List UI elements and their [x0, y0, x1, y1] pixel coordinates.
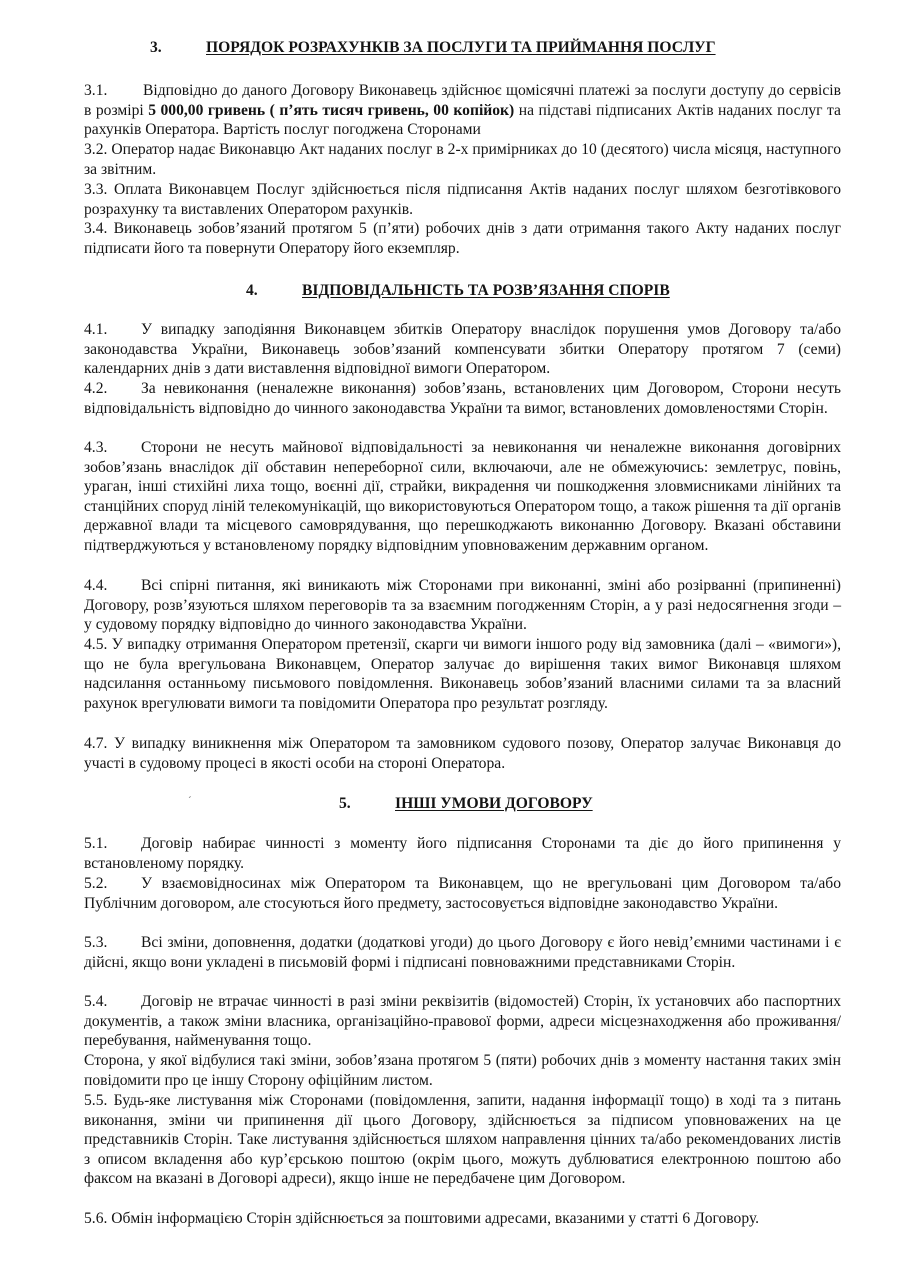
clause-3-1	[84, 81, 841, 140]
section-4-number: 4.	[246, 282, 258, 299]
clause-text: Всі спірні питання, які виникають між Сторонами при виконанні, зміні або розірванні (припиненні) Договору, розв’язуються шляхом переговорів та за взаємним погодженням Сторін, а у разі недосягнення згоди – у судовому порядку відповідно до чинного законодавства України.	[84, 577, 841, 634]
payment-amount: 5 000,00 гривень ( п’ять тисяч гривень, 00 копійок)	[148, 101, 515, 119]
clause-number: 4.3.	[84, 439, 108, 456]
clause-4-7: 4.7. У випадку виникнення між Оператором та замовником судового позову, Оператор залучає Виконавця до участі в судовому процесі в якості особи на стороні Оператора.	[84, 735, 841, 772]
clause-text: Договір не втрачає чинності в разі зміни реквізитів (відомостей) Сторін, їх установчих або паспортних документів, а також зміни власника, організаційно-правової форми, адреси місцезнаходження або проживання/перебування, найменування тощо.	[84, 993, 841, 1050]
clause-5-1	[84, 834, 841, 873]
section-5-title: ІНШІ УМОВИ ДОГОВОРУ	[395, 795, 593, 812]
clause-text: У випадку заподіяння Виконавцем збитків Оператору внаслідок порушення умов Договору та/або законодавства України, Виконавець зобов’язаний компенсувати збитки Оператору протягом 7 (семи) календарних днів з дати виставлення відповідної вимоги Оператором.	[84, 321, 841, 378]
clause-text-cont: на підставі підписаних Актів наданих послуг та рахунків Оператора. Вартість послуг погоджена Сторонами	[84, 101, 841, 139]
section-3-title: ПОРЯДОК РОЗРАХУНКІВ ЗА ПОСЛУГИ ТА ПРИЙМАННЯ ПОСЛУГ	[206, 39, 716, 56]
section-3-number: 3.	[150, 39, 162, 56]
clause-5-5: 5.5. Будь-яке листування між Сторонами (повідомлення, запити, надання інформації тощо) в ході та з питань виконання, зміни чи припинення дії цього Договору, здійснюється за підписом уповноважених на це представників Сторін. Таке листування здійснюється шляхом направлення цінних та/або рекомендованих листів з описом вкладення або кур’єрською поштою (окрім цього, можуть дублюватися електронною поштою або факсом на вказані в Договорі адреси), якщо інше не передбачене цим Договором.	[84, 1092, 841, 1188]
section-5-number: 5.	[339, 795, 351, 812]
clause-number: 3.1.	[84, 82, 108, 99]
clause-number: 4.2.	[84, 380, 108, 397]
clause-5-4	[84, 992, 841, 1051]
clause-text: Відповідно до даного Договору Виконавець здійснює щомісячні платежі за послуги доступу до сервісів в розмірі	[84, 82, 841, 119]
clause-text: Всі зміни, доповнення, додатки (додаткові угоди) до цього Договору є його невід’ємними частинами і є дійсні, якщо вони укладені в письмовій формі і підписані повноважними представниками Сторін.	[84, 934, 841, 971]
clause-5-2	[84, 874, 841, 913]
clause-number: 4.4.	[84, 577, 108, 594]
clause-number: 5.2.	[84, 875, 108, 892]
section-4-title: ВІДПОВІДАЛЬНІСТЬ ТА РОЗВ’ЯЗАННЯ СПОРІВ	[302, 282, 670, 299]
clause-4-4	[84, 576, 841, 635]
clause-5-3	[84, 933, 841, 972]
clause-3-3: 3.3. Оплата Виконавцем Послуг здійснюється після підписання Актів наданих послуг шляхом безготівкового розрахунку та виставлених Оператором рахунків.	[84, 181, 841, 218]
clause-4-5: 4.5. У випадку отримання Оператором претензії, скарги чи вимоги іншого роду від замовника (далі – «вимоги»), що не була врегульована Виконавцем, Оператор залучає до вирішення таких вимог Виконавця шляхом надсилання останньому письмового повідомлення. Виконавець зобов’язаний власними силами та за власний рахунок врегулювати вимоги та повідомити Оператора про результат розгляду.	[84, 636, 841, 712]
clause-number: 5.4.	[84, 993, 108, 1010]
stray-mark: ˊ	[188, 795, 192, 807]
section-3-heading	[0, 36, 921, 60]
clause-4-3	[84, 438, 841, 556]
clause-4-2	[84, 379, 841, 418]
section-4-heading	[0, 279, 921, 303]
clause-3-2: 3.2. Оператор надає Виконавцю Акт наданих послуг в 2-х примірниках до 10 (десятого) числа місяця, наступного за звітним.	[84, 141, 841, 178]
clause-text: Сторони не несуть майнової відповідальності за невиконання чи неналежне виконання договірних зобов’язань внаслідок дії обставин непереборної сили, включаючи, але не обмежуючись: землетрус, повінь, ураган, інші стихійні лиха тощо, воєнні дії, страйки, викрадення чи пошкодження зловмисниками лінійних та станційних споруд ліній телекомунікацій, що використовуються Оператором тощо, а також рішення та дії органів державної влади та місцевого самоврядування, що перешкоджають виконанню Договору. Вказані обставини підтверджуються у встановленому порядку відповідним уповноваженим державним органом.	[84, 439, 841, 554]
clause-3-4: 3.4. Виконавець зобов’язаний протягом 5 (п’яти) робочих днів з дати отримання такого Акту наданих послуг підписати його та повернути Оператору його екземпляр.	[84, 220, 841, 257]
clause-number: 5.3.	[84, 934, 108, 951]
clause-text: За невиконання (неналежне виконання) зобов’язань, встановлених цим Договором, Сторони несуть відповідальність відповідно до чинного законодавства України та вимог, встановлених домовленостями Сторін.	[84, 380, 841, 417]
clause-text: У взаємовідносинах між Оператором та Виконавцем, що не врегульовані цим Договором та/або Публічним договором, але стосуються його предмету, застосовується відповідне законодавство України.	[84, 875, 841, 912]
clause-text: Договір набирає чинності з моменту його підписання Сторонами та діє до його припинення у встановленому порядку.	[84, 835, 841, 872]
clause-number: 4.1.	[84, 321, 108, 338]
clause-4-1	[84, 320, 841, 379]
clause-5-6: 5.6. Обмін інформацією Сторін здійснюється за поштовими адресами, вказаними у статті 6 Договору.	[84, 1210, 760, 1227]
section-5-heading	[0, 792, 921, 816]
clause-number: 5.1.	[84, 835, 108, 852]
clause-5-4-notice: Сторона, у якої відбулися такі зміни, зобов’язана протягом 5 (пяти) робочих днів з моменту настання таких змін повідомити про це іншу Сторону офіційним листом.	[84, 1052, 841, 1089]
